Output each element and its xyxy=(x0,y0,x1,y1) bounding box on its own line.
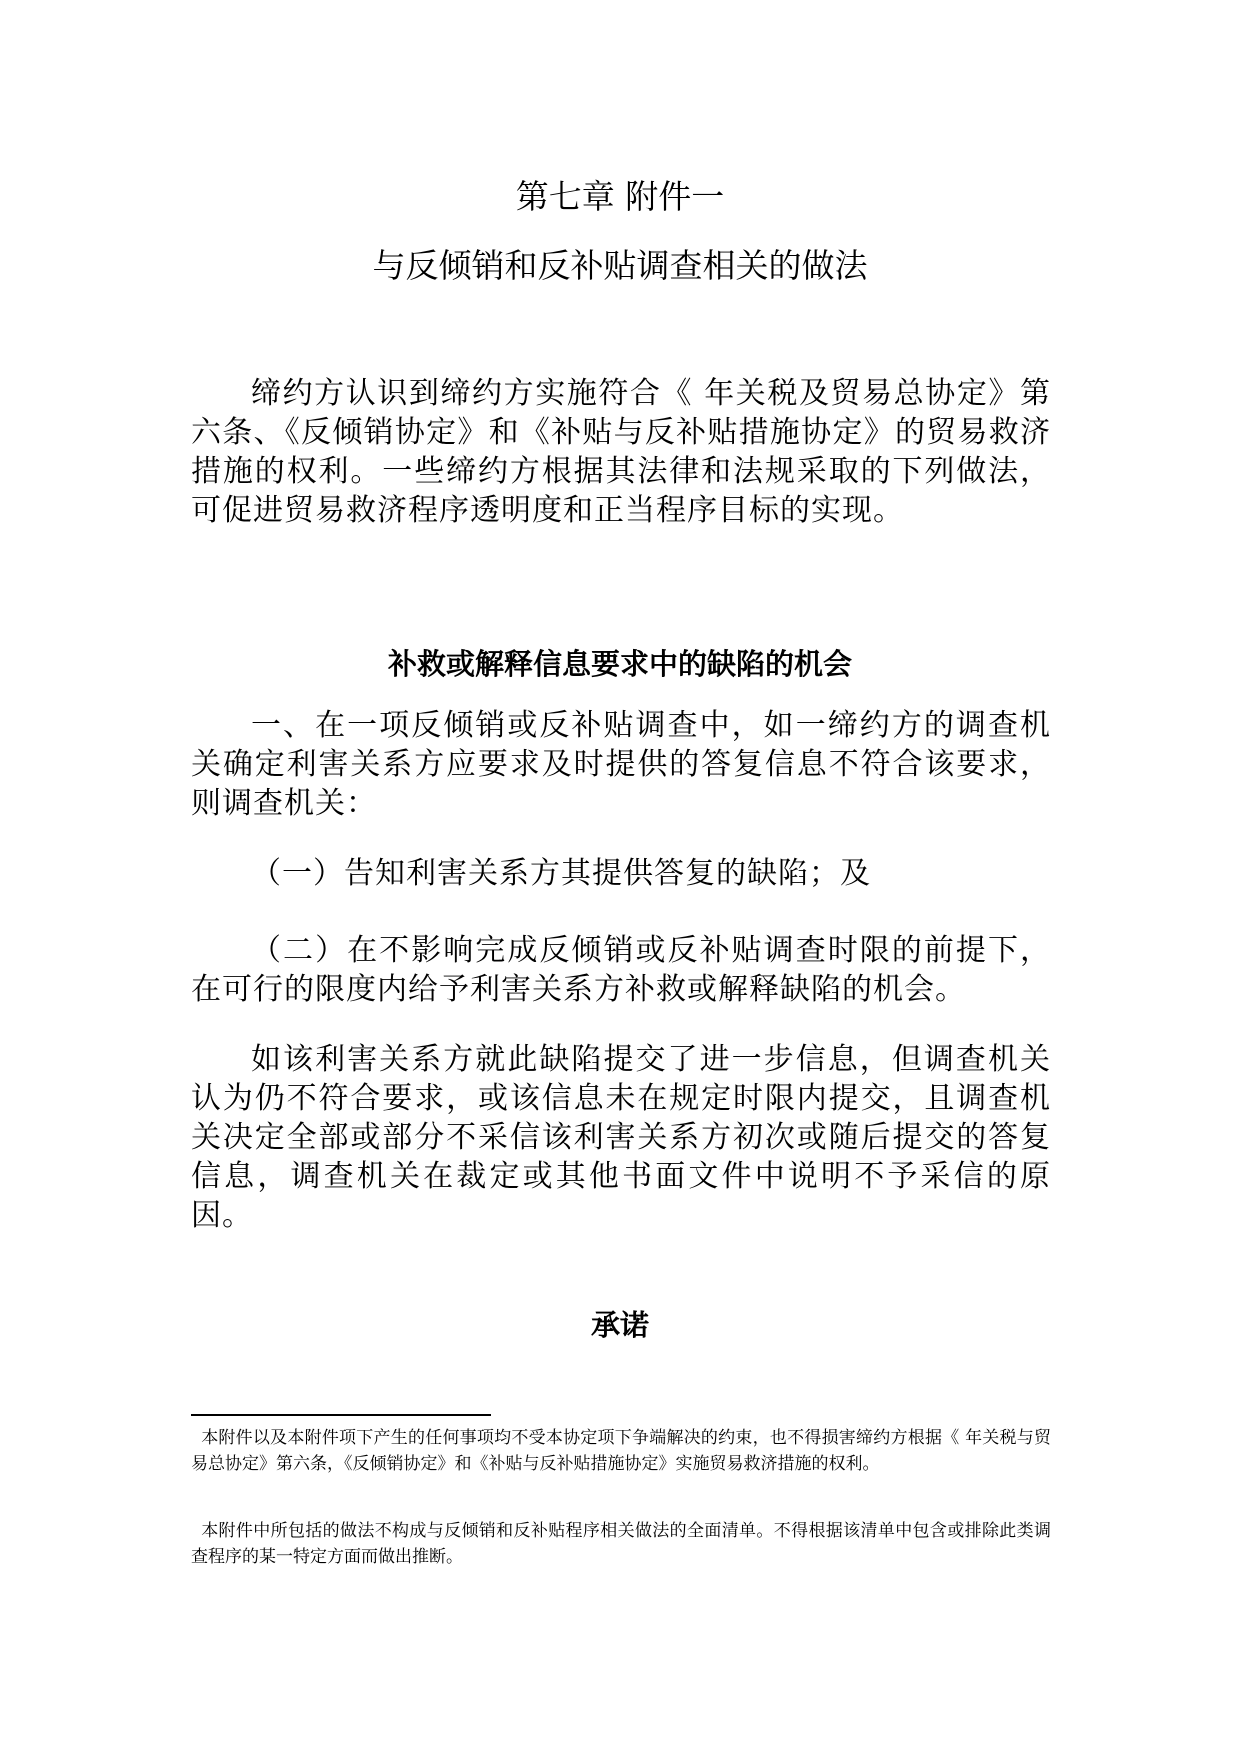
section-heading-remedy: 补救或解释信息要求中的缺陷的机会 xyxy=(387,647,852,681)
section1-item-2: （二）在不影响完成反倾销或反补贴调查时限的前提下，在可行的限度内给予利害关系方补救或解释缺陷的机会。 xyxy=(191,933,1051,1007)
footnote-1: 本附件以及本附件项下产生的任何事项均不受本协定项下争端解决的约束，也不得损害缔约方根据《 年关税与贸易总协定》第六条，《反倾销协定》和《补贴与反补贴措施协定》实施贸易救济措施的权利。 xyxy=(191,1428,1051,1474)
document-subtitle: 与反倾销和反补贴调查相关的做法 xyxy=(372,246,868,285)
footnote-2: 本附件中所包括的做法不构成与反倾销和反补贴程序相关做法的全面清单。不得根据该清单中包含或排除此类调查程序的某一特定方面而做出推断。 xyxy=(191,1521,1051,1567)
section-heading-commitment: 承诺 xyxy=(590,1308,649,1342)
section1-paragraph-1: 一、在一项反倾销或反补贴调查中，如一缔约方的调查机关确定利害关系方应要求及时提供的答复信息不符合该要求，则调查机关： xyxy=(191,708,1051,821)
chapter-title: 第七章 附件一 xyxy=(515,177,725,216)
intro-paragraph: 缔约方认识到缔约方实施符合《 年关税及贸易总协定》第六条、《反倾销协定》和《补贴与反补贴措施协定》的贸易救济措施的权利。一些缔约方根据其法律和法规采取的下列做法，可促进贸易救济程序透明度和正当程序目标的实现。 xyxy=(191,376,1051,528)
section1-item-1: （一）告知利害关系方其提供答复的缺陷；及 xyxy=(251,856,871,891)
section1-paragraph-2: 如该利害关系方就此缺陷提交了进一步信息，但调查机关认为仍不符合要求，或该信息未在规定时限内提交，且调查机关决定全部或部分不采信该利害关系方初次或随后提交的答复信息，调查机关在裁定或其他书面文件中说明不予采信的原因。 xyxy=(191,1042,1051,1233)
footnote-separator xyxy=(191,1414,491,1416)
